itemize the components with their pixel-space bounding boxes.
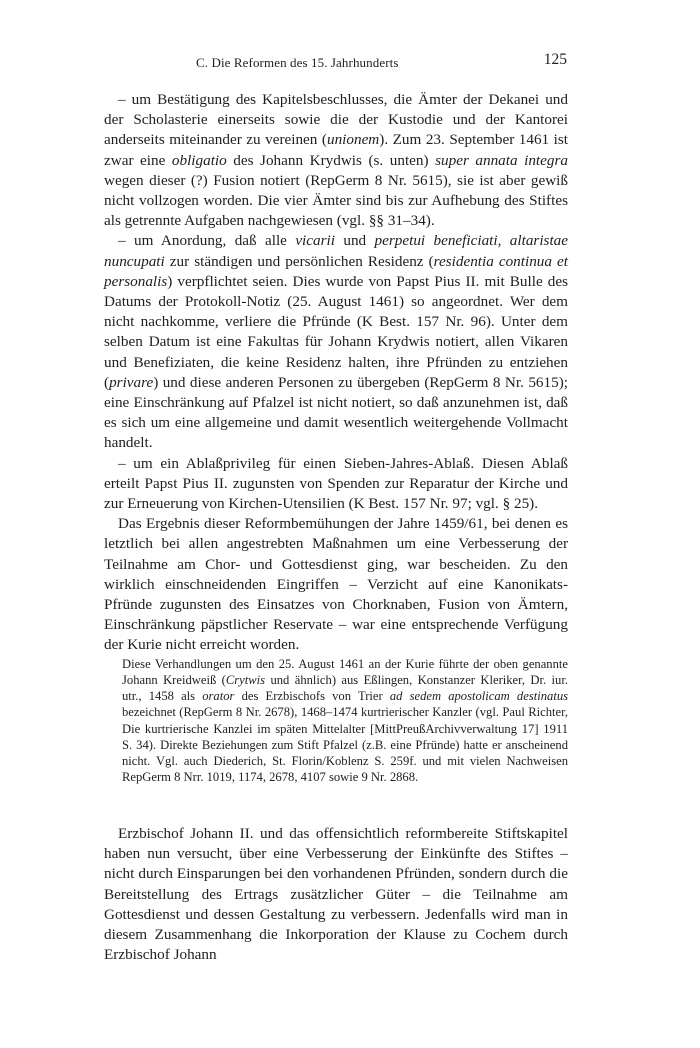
paragraph-residenz: – um Anordung, daß alle vicarii und perpetui beneficiati, altaristae nuncupati zur ständigen und persönlichen Residenz (residentia continua et personalis) verpflichtet seien. Dies wurde von Papst Pius II. mit Bulle des Datums der Protokoll-Notiz (25. August 1461) so angeordnet. Wer dem nicht nachkomme, verliere die Pfründe (K Best. 157 Nr. 96). Unter dem selben Datum ist eine Fakultas für Johann Krydwis notiert, allen Vikaren und Benefiziaten, die keine Residenz halten, ihre Pfründen zu entziehen (privare) und diese anderen Personen zu übergeben (RepGerm 8 Nr. 5615); eine Einschränkung auf Pfalzel ist nicht notiert, so daß anzunehmen ist, daß es sich um eine allgemeine und damit wesentlich weitergehende Vollmacht handelt. bbox=[104, 232, 569, 452]
running-title: C. Die Reformen des 15. Jahrhunderts bbox=[196, 55, 399, 70]
note-text: Diese Verhandlungen um den 25. August 1461 an der Kurie führte der oben genannte Johann Kreidweiß (Crytwis und ähnlich) aus Eßlingen, Konstanzer Kleriker, Dr. iur. utr., 1458 als orator des Erzbischofs von Trier ad sedem apostolicam destinatus bezeichnet (RepGerm 8 Nr. 2678), 1468–1474 kurtrierischer Kanzler (vgl. Paul Richter, Die kurtrierische Kanzlei im späten Mittelalter [MittPreußArchivverwaltung 17] 1911 S. 34). Direkte Beziehungen zum Stift Pfalzel (z.B. eine Pfründe) hatte er anscheinend nicht. Vgl. auch Diederich, St. Florin/Koblenz S. 259f. und mit vielen Nachweisen RepGerm 8 Nrr. 1019, 1174, 2678, 4107 sowie 9 Nr. 2868. bbox=[122, 657, 569, 785]
footnote-block bbox=[122, 656, 568, 785]
paragraph-ergebnis: Das Ergebnis dieser Reformbemühungen der Jahre 1459/61, bei denen es letztlich bei allen angestrebten Maßnahmen um eine Verbesserung der Teilnahme am Chor- und Gottesdienst ging, war bescheiden. Zu den wirklich einschneidenden Eingriffen – Verzicht auf eine Kanonikats-Pfründe zugunsten des Einsatzes von Chorknaben, Fusion von Ämtern, Einschränkung päpstlicher Reservate – war eine entsprechende Verfügung der Kurie nicht erreicht worden. bbox=[104, 515, 568, 654]
paragraph-ablass: – um ein Ablaßprivileg für einen Sieben-Jahres-Ablaß. Diesen Ablaß erteilt Papst Pius II. zugunsten von Spenden zur Reparatur der Kirche und zur Erneuerung von Kirchen-Utensilien (K Best. 157 Nr. 97; vgl. § 25). bbox=[104, 454, 568, 513]
main-text-continued bbox=[104, 824, 568, 965]
paragraph-erzbischof: Erzbischof Johann II. und das offensichtlich reformbereite Stiftskapitel haben nun versucht, über eine Verbesserung der Einkünfte des Stiftes – nicht durch Einsparungen bei den vorhandenen Pfründen, sondern durch die Bereitstellung des Ertrags zusätzlicher Güter – die Teilnahme am Gottesdienst und dessen Gestaltung zu verbessern. Jedenfalls wird man in diesem Zusammenhang die Inkorporation der Klause zu Cochem durch Erzbischof Johann bbox=[104, 825, 568, 964]
main-text bbox=[104, 90, 568, 656]
page-number: 125 bbox=[543, 51, 567, 68]
paragraph-dekanei: – um Bestätigung des Kapitelsbeschlusses, die Ämter der Dekanei und der Scholasterie einerseits sowie die der Kustodie und der Kantorei anderseits miteinander zu vereinen (unionem). Zum 23. September 1461 ist zwar eine obligatio des Johann Krydwis (s. unten) super annata integra wegen dieser (?) Fusion notiert (RepGerm 8 Nr. 5615), sie ist aber gewiß nicht vollzogen worden. Die vier Ämter sind bis zur Aufhebung des Stiftes als getrennte Aufgaben nachgewiesen (vgl. §§ 31–34). bbox=[104, 91, 569, 230]
